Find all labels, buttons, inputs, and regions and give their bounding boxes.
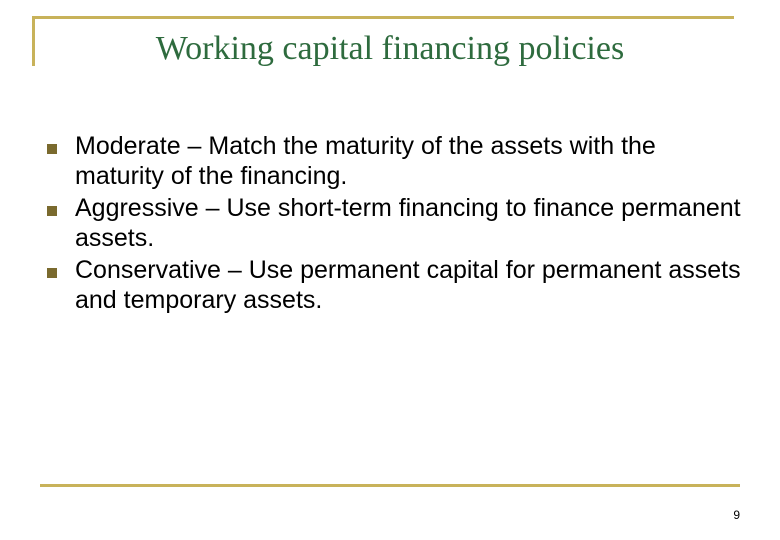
bullet-text: Moderate – Match the maturity of the assets with the maturity of the financing. bbox=[75, 132, 656, 190]
bullet-text: Conservative – Use permanent capital for permanent assets and temporary assets. bbox=[75, 256, 741, 314]
bullet-text: Aggressive – Use short-term financing to finance permanent assets. bbox=[75, 194, 741, 252]
footer-divider bbox=[40, 484, 740, 487]
page-number: 9 bbox=[733, 508, 740, 522]
bullet-item-aggressive bbox=[45, 193, 745, 253]
bullet-item-moderate bbox=[45, 131, 745, 191]
bullet-item-conservative bbox=[45, 255, 745, 315]
square-bullet-icon bbox=[47, 206, 57, 216]
square-bullet-icon bbox=[47, 268, 57, 278]
square-bullet-icon bbox=[47, 144, 57, 154]
title-frame-top-rule bbox=[32, 16, 734, 19]
slide-title: Working capital financing policies bbox=[155, 30, 625, 67]
bullet-list bbox=[45, 131, 745, 317]
title-frame-left-rule bbox=[32, 16, 35, 66]
